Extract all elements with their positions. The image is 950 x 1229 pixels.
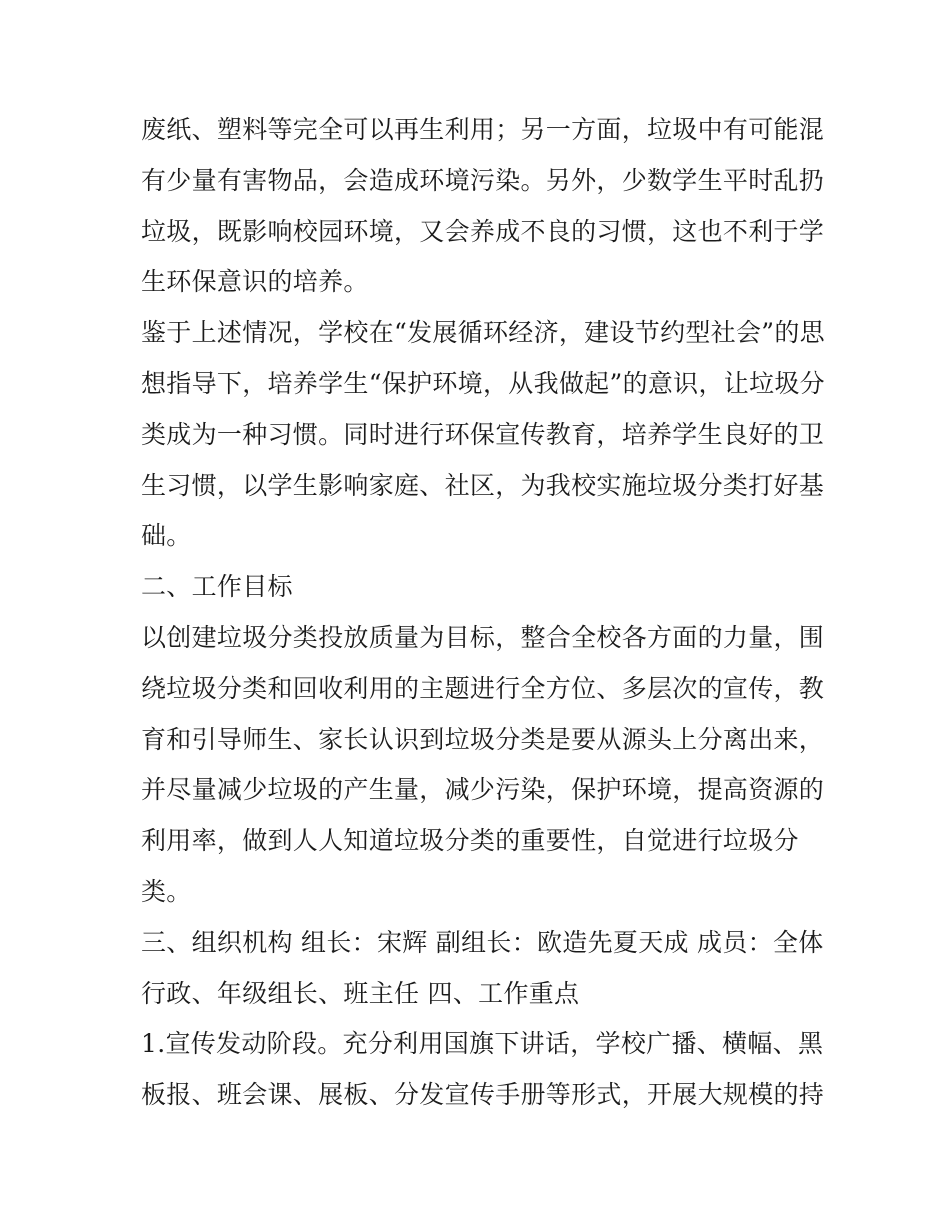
text-line: 鉴于上述情况，学校在“发展循环经济，建设节约型社会”的思	[141, 318, 825, 348]
text-line: 生习惯，以学生影响家庭、社区，为我校实施垃圾分类打好基	[141, 470, 825, 500]
text-line: 板报、班会课、展板、分发宣传手册等形式，开展大规模的持	[141, 1080, 825, 1110]
text-line: 以创建垃圾分类投放质量为目标，整合全校各方面的力量，围	[141, 622, 825, 652]
document-body	[141, 105, 825, 1121]
text-line: 1.宣传发动阶段。充分利用国旗下讲话，学校广播、横幅、黑	[141, 1029, 824, 1059]
text-line: 有少量有害物品，会造成环境污染。另外，少数学生平时乱扔	[141, 165, 825, 195]
section-heading: 二、工作目标	[141, 572, 293, 602]
text-line: 并尽量减少垃圾的产生量，减少污染，保护环境，提高资源的	[141, 775, 825, 805]
text-line: 利用率，做到人人知道垃圾分类的重要性，自觉进行垃圾分	[141, 826, 799, 856]
text-line: 类。	[141, 876, 192, 906]
text-line: 绕垃圾分类和回收利用的主题进行全方位、多层次的宣传，教	[141, 673, 825, 703]
text-line: 育和引导师生、家长认识到垃圾分类是要从源头上分离出来，	[141, 724, 825, 754]
text-line: 行政、年级组长、班主任 四、工作重点	[141, 978, 580, 1008]
text-line: 类成为一种习惯。同时进行环保宣传教育，培养学生良好的卫	[141, 419, 825, 449]
text-line: 生环保意识的培养。	[141, 267, 369, 297]
text-line: 想指导下，培养学生“保护环境，从我做起”的意识，让垃圾分	[141, 368, 825, 398]
text-line: 础。	[141, 521, 192, 551]
text-line: 垃圾，既影响校园环境，又会养成不良的习惯，这也不利于学	[141, 216, 825, 246]
section-heading: 三、组织机构 组长：宋辉 副组长：欧造先夏天成 成员：全体	[141, 927, 824, 957]
text-line: 废纸、塑料等完全可以再生利用；另一方面，垃圾中有可能混	[141, 115, 825, 144]
